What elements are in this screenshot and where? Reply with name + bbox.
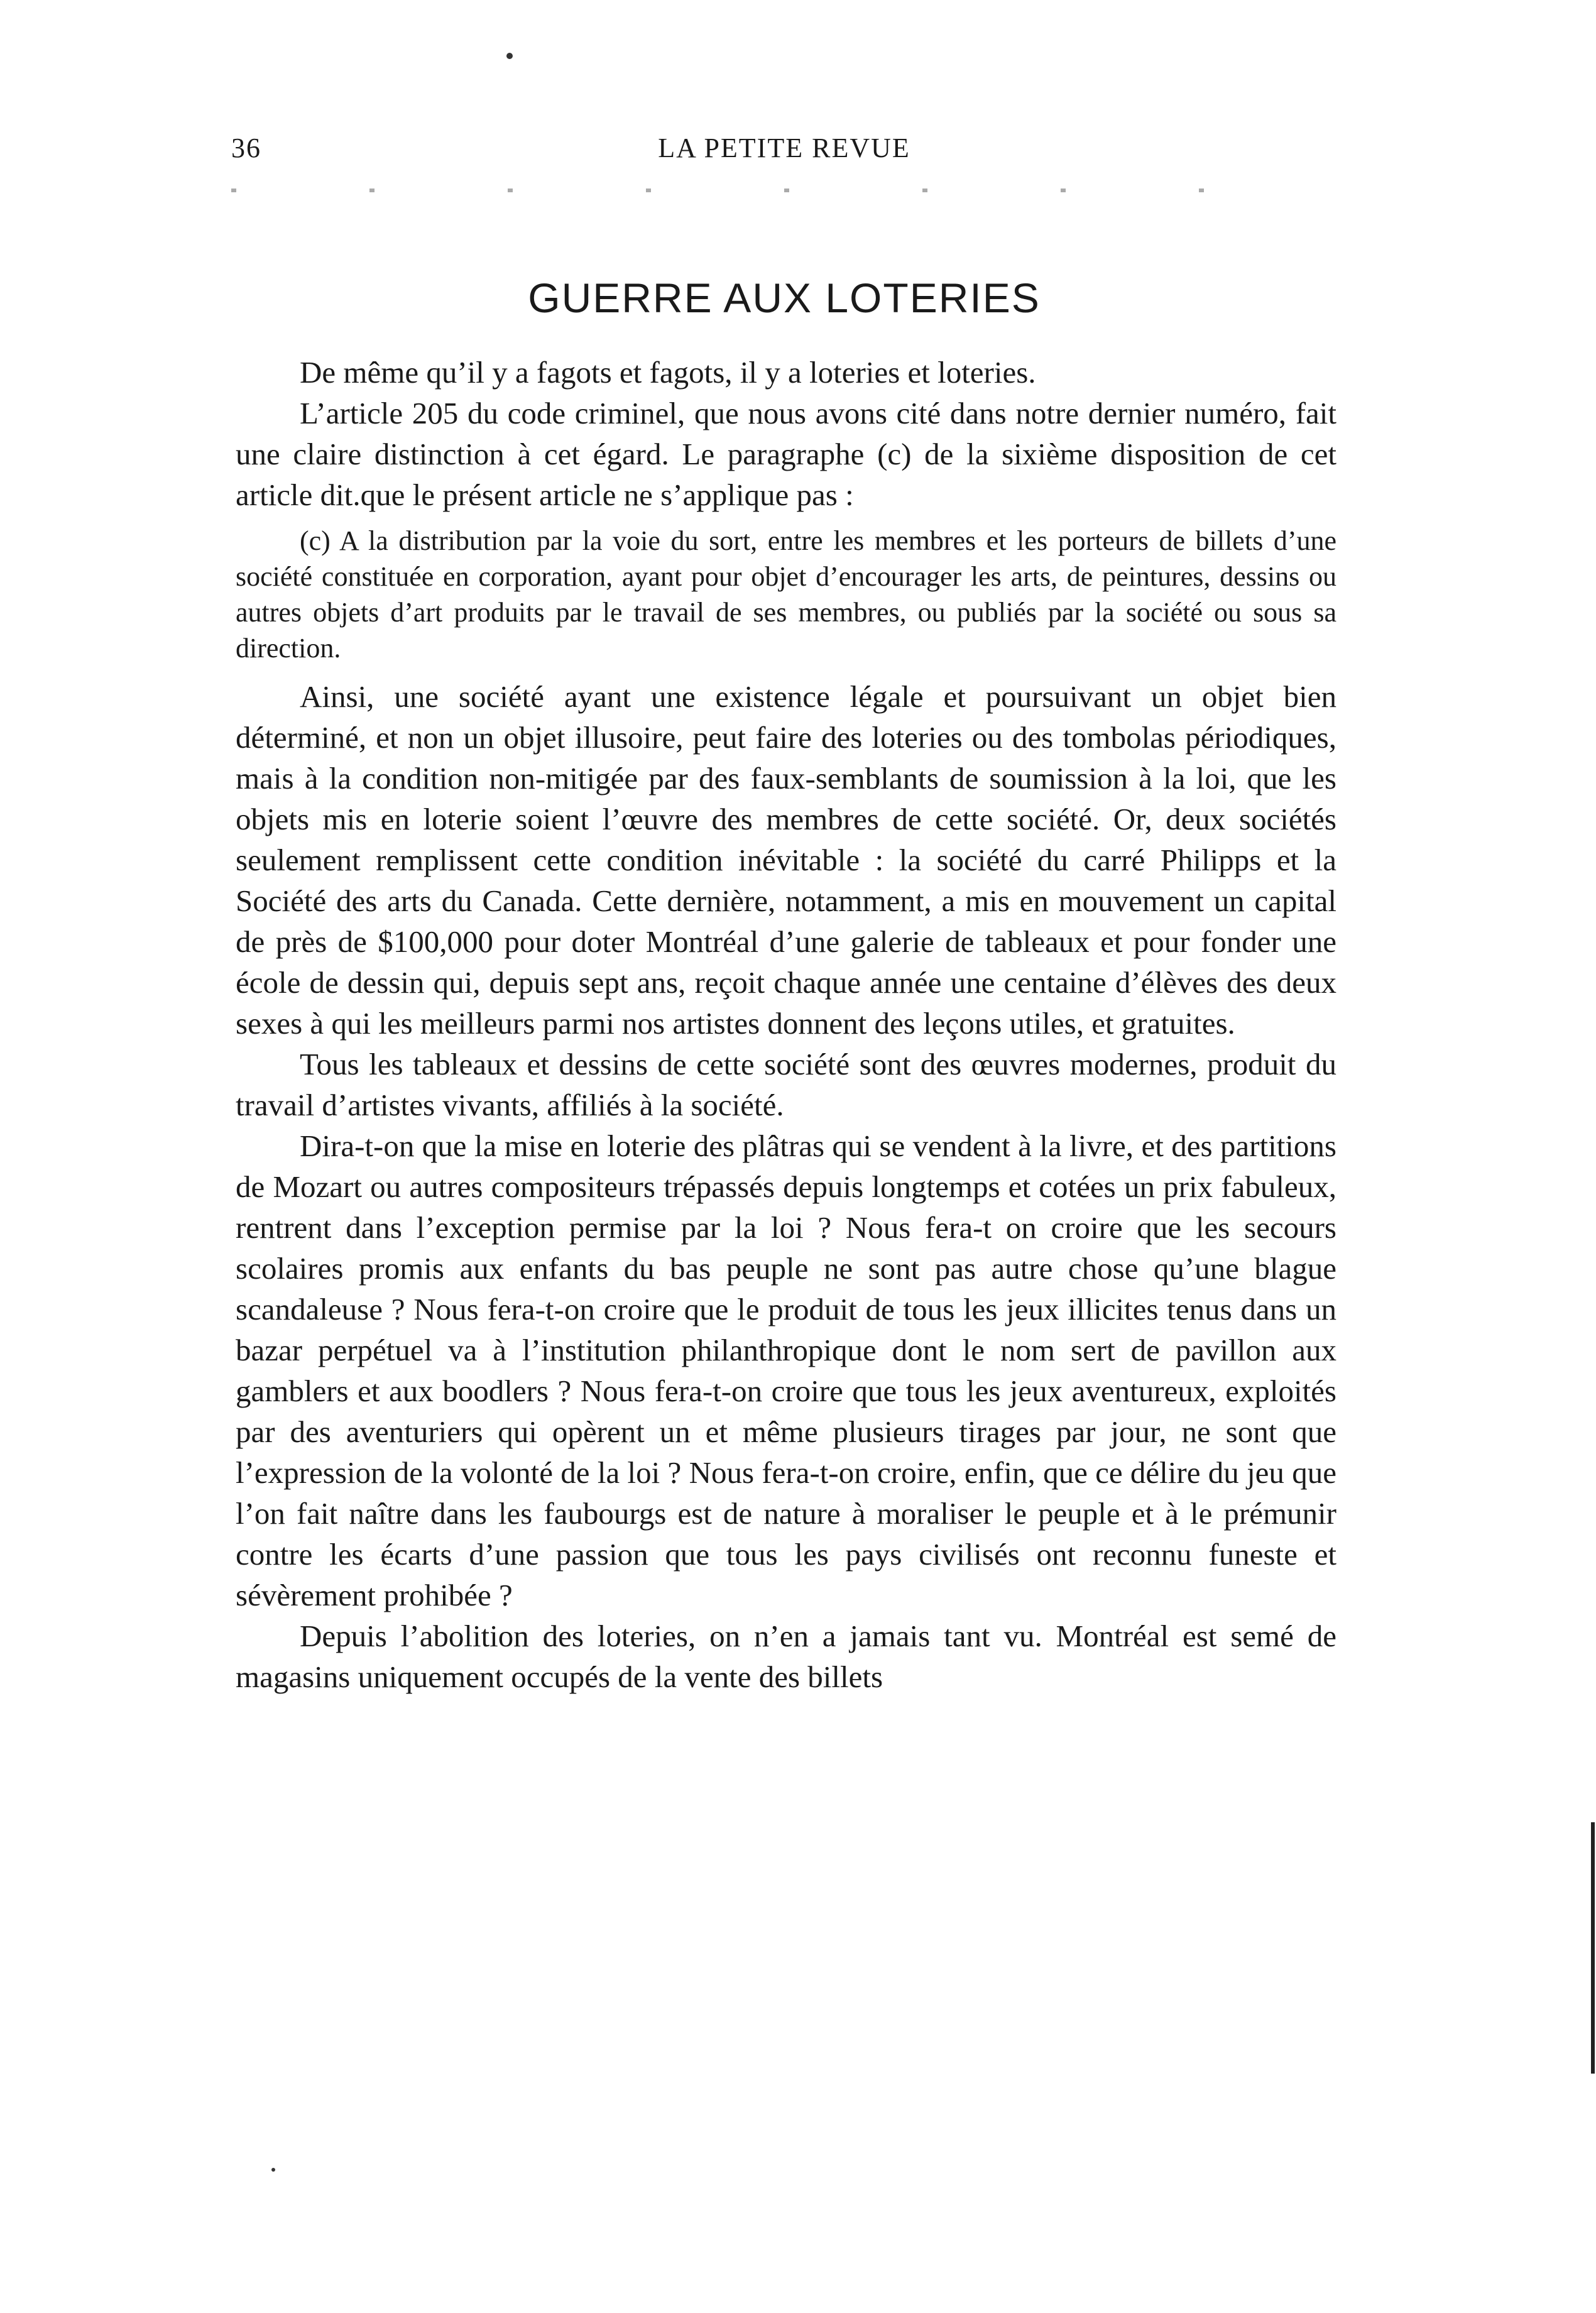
running-head — [231, 132, 1337, 170]
paragraph: Tous les tableaux et dessins de cette société sont des œuvres modernes, produit du travail d’artistes vivants, affiliés à la société. — [236, 1047, 1336, 1122]
scan-speck — [271, 2168, 275, 2172]
scan-edge-mark — [1591, 1822, 1595, 2074]
scan-speck — [506, 53, 513, 59]
paragraph: Ainsi, une société ayant une existence légale et poursuivant un objet bien déterminé, et non un objet illusoire, peut faire des loteries ou des tombolas périodiques, mais à la condition non-mitigée par des faux-semblants de soumission à la loi, que les objets mis en loterie soient l’œuvre des membres de cette société. Or, deux sociétés seulement remplissent cette condition inévitable : la société du carré Philipps et la Société des arts du Canada. Cette dernière, notamment, a mis en mouvement un capital de près de $100,000 pour doter Montréal d’une galerie de tableaux et pour fonder une école de dessin qui, depuis sept ans, reçoit chaque année une centaine d’élèves des deux sexes à qui les meilleurs parmi nos artistes donnent des leçons utiles, et gratuites. — [236, 679, 1336, 1041]
paragraph: De même qu’il y a fagots et fagots, il y a loteries et loteries. — [300, 355, 1036, 390]
header-rule — [231, 189, 1337, 192]
quoted-legal-clause: (c) A la distribution par la voie du sort, entre les membres et les porteurs de billets d’une société constituée en corporation, ayant pour objet d’encourager les arts, de peintures, dessins ou autres objets d’art produits par le travail de ses membres, ou publiés par la société ou sous sa direction. — [236, 525, 1336, 664]
journal-title: LA PETITE REVUE — [658, 133, 910, 163]
article-title: GUERRE AUX LOTERIES — [528, 275, 1041, 321]
paragraph: Dira-t-on que la mise en loterie des plâtras qui se vendent à la livre, et des partitions de Mozart ou autres compositeurs trépassés depuis longtemps et cotées un prix fabuleux, rentrent dans l’exception permise par la loi ? Nous fera-t on croire que les secours scolaires promis aux enfants du bas peuple ne sont pas autre chose qu’une blague scandaleuse ? Nous fera-t-on croire que le produit de tous les jeux illicites tenus dans un bazar perpétuel va à l’institution philanthropique dont le nom sert de pavillon aux gamblers et aux boodlers ? Nous fera-t-on croire que tous les jeux aventureux, exploités par des aventuriers qui opèrent un et même plusieurs tirages par jour, ne sont que l’expression de la volonté de la loi ? Nous fera-t-on croire, enfin, que ce délire du jeu que l’on fait naître dans les faubourgs est de nature à moraliser le peuple et à le prémunir contre les écarts d’une passion que tous les pays civilisés ont reconnu funeste et sévèrement prohibée ? — [236, 1129, 1336, 1612]
paragraph: Depuis l’abolition des loteries, on n’en a jamais tant vu. Montréal est semé de magasins uniquement occupés de la vente des billets — [236, 1619, 1336, 1694]
page-number: 36 — [231, 133, 261, 163]
paragraph: L’article 205 du code criminel, que nous avons cité dans notre dernier numéro, fait une claire distinction à cet égard. Le paragraphe (c) de la sixième disposition de cet article dit.que le présent article ne s’applique pas : — [236, 396, 1336, 512]
article-body — [236, 352, 1336, 1697]
